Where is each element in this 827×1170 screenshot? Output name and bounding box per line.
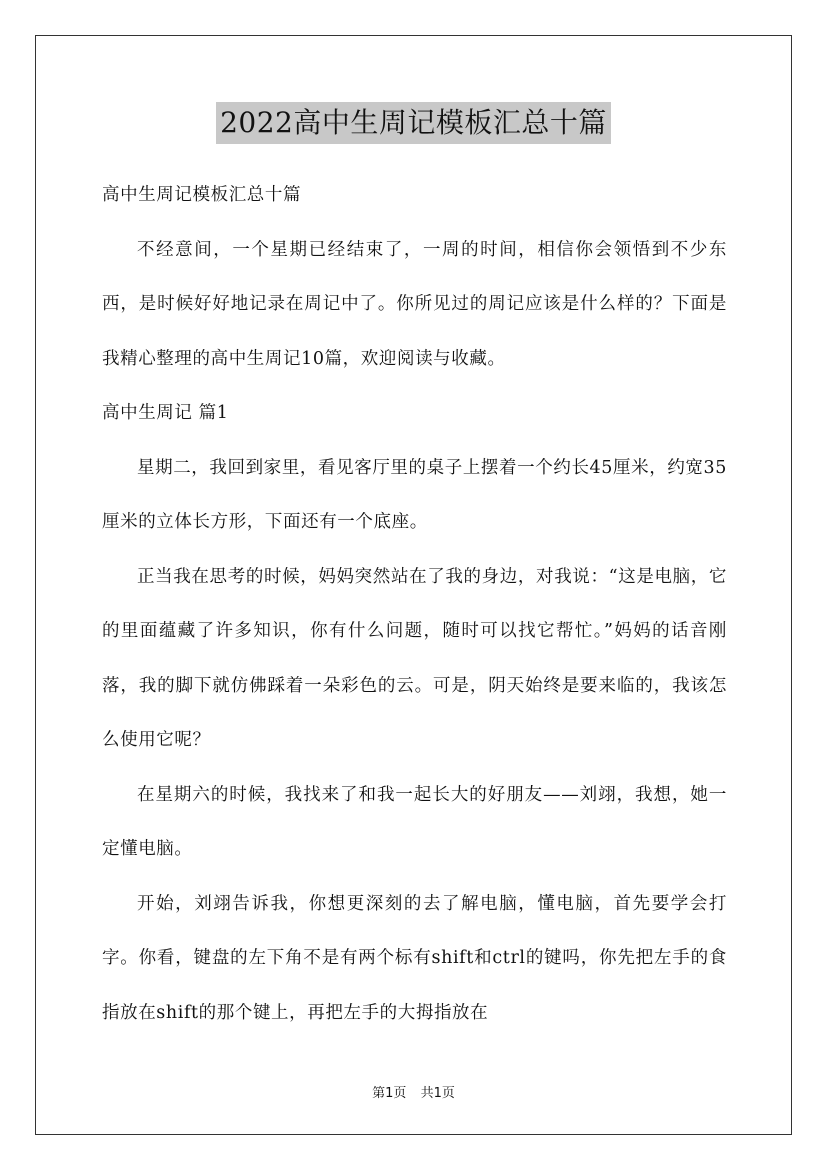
document-body bbox=[102, 168, 727, 1040]
paragraph: 高中生周记模板汇总十篇 bbox=[102, 185, 302, 205]
section-heading: 高中生周记 篇1 bbox=[102, 403, 229, 423]
title-container bbox=[0, 102, 827, 144]
paragraph: 星期二，我回到家里，看见客厅里的桌子上摆着一个约长45厘米，约宽35厘米的立体长方形，下面还有一个底座。 bbox=[102, 457, 727, 532]
paragraph: 不经意间，一个星期已经结束了，一周的时间，相信你会领悟到不少东西，是时候好好地记录在周记中了。你所见过的周记应该是什么样的？下面是我精心整理的高中生周记10篇，欢迎阅读与收藏。 bbox=[102, 239, 727, 369]
page-footer bbox=[0, 1082, 827, 1101]
page-total: 共1页 bbox=[420, 1086, 455, 1101]
page-number: 第1页 bbox=[372, 1086, 407, 1101]
document-title: 2022高中生周记模板汇总十篇 bbox=[216, 102, 611, 144]
paragraph: 正当我在思考的时候，妈妈突然站在了我的身边，对我说：“这是电脑，它的里面蕴藏了许多知识，你有什么问题，随时可以找它帮忙。”妈妈的话音刚落，我的脚下就仿佛踩着一朵彩色的云。可是，阴天始终是要来临的，我该怎么使用它呢？ bbox=[102, 566, 727, 750]
paragraph: 在星期六的时候，我找来了和我一起长大的好朋友——刘翊，我想，她一定懂电脑。 bbox=[102, 784, 727, 859]
paragraph: 开始，刘翊告诉我，你想更深刻的去了解电脑，懂电脑，首先要学会打字。你看，键盘的左下角不是有两个标有shift和ctrl的键吗，你先把左手的食指放在shift的那个键上，再把左手的大拇指放在 bbox=[102, 893, 727, 1023]
